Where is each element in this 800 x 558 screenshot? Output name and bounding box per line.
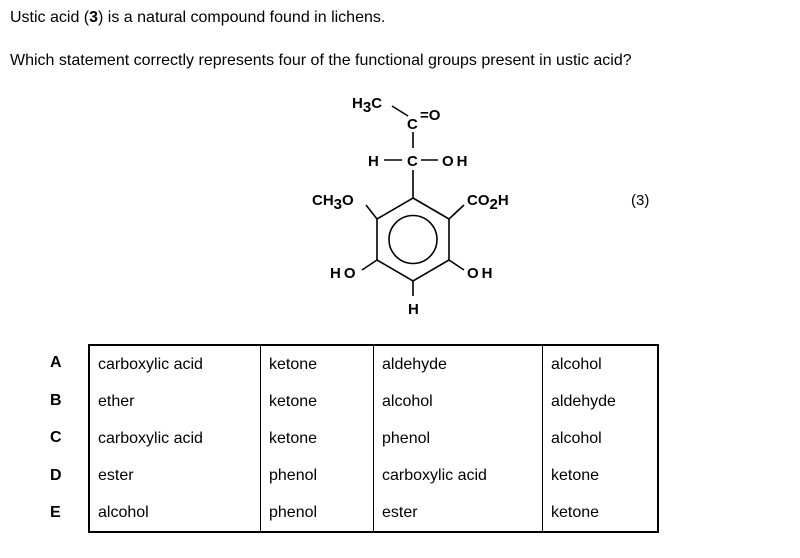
aromatic-circle (389, 216, 437, 264)
bond-ch3-c (392, 106, 408, 116)
methine-carbon: C (407, 153, 418, 170)
intro-before: Ustic acid ( (10, 9, 90, 26)
table-cell: carboxylic acid (374, 457, 543, 494)
table-cell: aldehyde (543, 383, 659, 420)
intro-text (10, 9, 385, 27)
methine-oh: OH (442, 153, 471, 170)
table-cell: carboxylic acid (89, 345, 261, 383)
hydroxy-right: OH (467, 265, 496, 282)
table-cell: ketone (261, 420, 374, 457)
ring-hydrogen: H (408, 301, 419, 318)
option-letter: D (50, 466, 62, 484)
h3c-label: H3C (352, 95, 383, 116)
table-cell: alcohol (543, 420, 659, 457)
intro-after: ) is a natural compound found in lichens. (98, 9, 386, 26)
ustic-acid-structure (290, 86, 650, 326)
table-cell: ketone (261, 345, 374, 383)
option-row-e (89, 494, 658, 532)
bond-ring-carboxyl (449, 205, 464, 219)
option-row-c (89, 420, 658, 457)
question-text: Which statement correctly represents four of the functional groups present in ustic acid? (10, 52, 632, 69)
bond-ring-methoxy (366, 205, 377, 219)
methine-h: H (368, 153, 379, 170)
table-cell: ether (89, 383, 261, 420)
table-cell: phenol (261, 494, 374, 532)
carboxyl-label: CO2H (467, 192, 509, 213)
table-cell: phenol (261, 457, 374, 494)
carbonyl-carbon: C (407, 116, 418, 133)
benzene-ring (377, 198, 449, 281)
table-cell: ester (89, 457, 261, 494)
option-letter: A (50, 354, 62, 371)
option-letters (50, 344, 70, 532)
option-letter: C (50, 429, 62, 447)
structure-number: (3) (631, 192, 650, 209)
table-cell: ester (374, 494, 543, 532)
hydroxy-left: HO (330, 265, 359, 282)
table-cell: carboxylic acid (89, 420, 261, 457)
options-table (88, 344, 659, 533)
table-cell: ketone (543, 457, 659, 494)
table-cell: alcohol (374, 383, 543, 420)
table-cell: phenol (374, 420, 543, 457)
option-row-a (89, 345, 658, 383)
table-cell: ketone (261, 383, 374, 420)
table-cell: aldehyde (374, 345, 543, 383)
bond-ring-oh (449, 260, 464, 270)
table-cell: alcohol (89, 494, 261, 532)
option-letter: E (50, 504, 61, 522)
table-cell: alcohol (543, 345, 659, 383)
option-letter: B (50, 391, 62, 409)
methoxy-label: CH3O (312, 192, 354, 213)
compound-ref: 3 (89, 9, 99, 26)
option-row-b (89, 383, 658, 420)
table-cell: ketone (543, 494, 659, 532)
carbonyl-oxygen: =O (420, 107, 441, 124)
option-row-d (89, 457, 658, 494)
bond-ring-ho (362, 260, 377, 270)
